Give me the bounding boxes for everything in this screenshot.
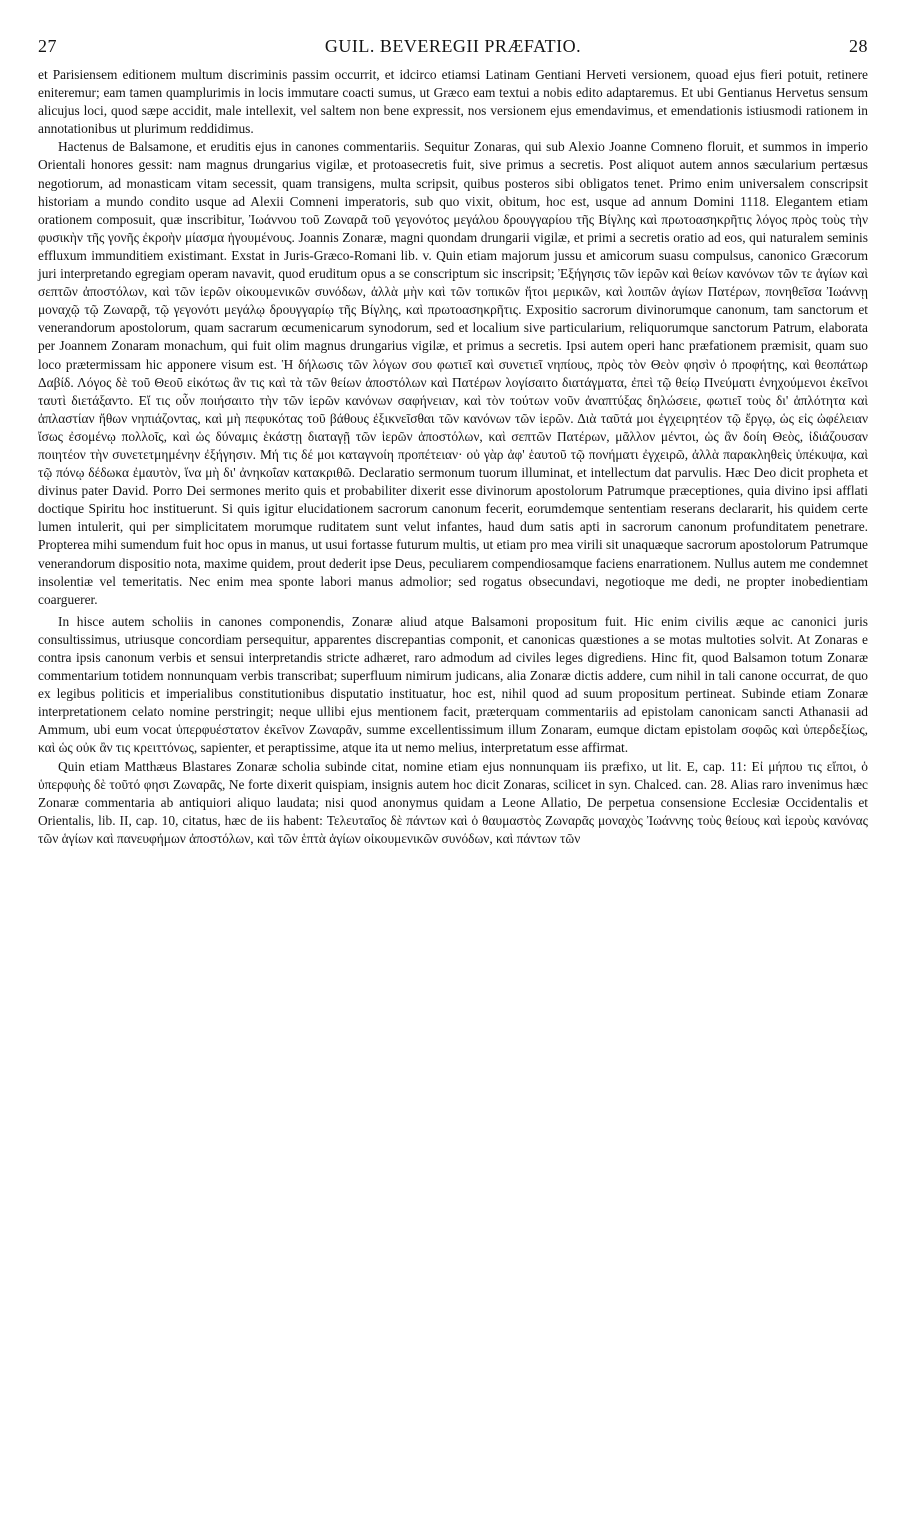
document-page bbox=[38, 36, 868, 848]
page-number-left: 27 bbox=[38, 36, 57, 56]
running-header bbox=[38, 36, 868, 62]
page-number-right: 28 bbox=[849, 36, 868, 56]
paragraph-continuation: et Parisiensem editionem multum discriminis passim occurrit, et idcirco etiamsi Latinam Gentiani Herveti versionem, quoad ejus fieri potuit, retinere eniteremur; eam tamen quamplurimis in locis immutare coacti sumus, ut Græco eam textui a nobis edito adaptaremus. Et ubi Gentianus Hervetus sensum alicujus loci, quod sæpe accidit, male intellexit, vel saltem non bene expressit, nos versionem ejus emendavimus, et emendationis istiusmodi rationem in annotationibus ut plurimum reddidimus. bbox=[38, 67, 868, 137]
paragraph-blastares: Quin etiam Matthæus Blastares Zonaræ scholia subinde citat, nomine etiam ejus nonnunquam iis præfixo, ut lit. E, cap. 11: Εἰ μήπου τις εἴποι, ὁ ὑπερφυὴς δὲ τοῦτό φησι Ζωναρᾶς, Ne forte dixerit quispiam, insignis autem hoc dicit Zonaras, scilicet in syn. Chalced. can. 28. Alias raro invenimus hæc Zonaræ commentaria ab antiquiori aliquo laudata; nisi quod anonymus quidam a Leone Allatio, De perpetua consensione Ecclesiæ Occidentalis et Orientalis, lib. II, cap. 10, citatus, hæc de iis habent: Τελευταῖος δὲ πάντων καὶ ὁ θαυμαστὸς Ζωναρᾶς μοναχὸς Ἰωάννης τοὺς θείους καὶ ἱεροὺς κανόνας τῶν ἁγίων καὶ πανευφήμων ἀποστόλων, καὶ τῶν ἑπτὰ ἁγίων οἰκουμενικῶν συνόδων, καὶ πάντων τῶν bbox=[38, 758, 868, 846]
body-text bbox=[38, 66, 868, 848]
paragraph-scholia: In hisce autem scholiis in canones componendis, Zonaræ aliud atque Balsamoni propositum fuit. Hic enim civilis æque ac canonici juris consultissimus, utriusque concordiam persequitur, apparentes discrepantias componit, et canonicas quæstiones a se motas multoties solvit. At Zonaras e contra ipsis canonum verbis et sensui interpretandis stricte adhæret, raro admodum ad civiles leges digrediens. Hinc fit, quod Balsamon totum Zonaræ commentarium totidem nonnunquam verbis transcribat; superfluum nimirum judicans, alia Zonaræ dictis addere, cum nihil in tali canone occurrat, de quo ex legibus politicis et imperialibus constitutionibus disputatio instituatur, hoc est, nihil quod ad suum propositum pertineat. Subinde etiam Zonaræ interpretationem celato nomine perstringit; neque ullibi ejus mentionem facit, præterquam commentariis ad epistolam canonicam sancti Athanasii ad Ammum, ubi eum vocat ὑπερφυέστατον ἐκεῖνον Ζωναρᾶν, summe excellentissimum illum Zonaram, eumque dictam epistolam σοφῶς καὶ ὑπερδεξίως, καὶ ὡς οὐκ ἂν τις κρειττόνως, sapienter, et peraptissime, atque ita ut nemo melius, interpretatum esse affirmat. bbox=[38, 613, 868, 756]
running-title: GUIL. BEVEREGII PRÆFATIO. bbox=[324, 36, 582, 56]
paragraph-zonaras: Hactenus de Balsamone, et eruditis ejus in canones commentariis. Sequitur Zonaras, qui sub Alexio Joanne Comneno floruit, et summos in imperio Orientali honores gessit: nam magnus drungarius vigilæ, et protoasecretis fuit, sive primus a secretis. Post aliquot autem annos sæcularium pertæsus negotiorum, ad monasticam vitam secessit, quam transigens, multa scripsit, quibus posteros sibi obligatos tenet. Primo enim universalem conscripsit historiam a mundo condito usque ad Alexii Comneni imperatoris, sub quo vixit, obitum, hoc est, usque ad annum Domini 1118. Elegantem etiam orationem composuit, quæ inscribitur, Ἰωάννου τοῦ Ζωναρᾶ τοῦ γεγονότος μεγάλου δρουγγαρίου τῆς Βίγλης καὶ πρωτοασηκρῆτις λόγος πρὸς τοὺς τὴν φυσικὴν τῆς γονῆς ἐκροὴν μίασμα ἡγουμένους. Joannis Zonaræ, magni quondam drungarii vigilæ, et primi a secretis oratio ad eos, qui naturalem seminis effluxum immunditiem existimant. Exstat in Juris-Græco-Romani lib. v. Quin etiam majorum jussu et amicorum suasu compulsus, canonico Græcorum juri interpretando egregiam operam navavit, quod eruditum opus a se conscriptum sic inscripsit; Ἐξήγησις τῶν ἱερῶν καὶ θείων κανόνων τῶν τε ἁγίων καὶ σεπτῶν ἀποστόλων, καὶ τῶν ἱερῶν οἰκουμενικῶν συνόδων, ἀλλὰ μὴν καὶ τῶν τοπικῶν ἤτοι μερικῶν, καὶ λοιπῶν ἁγίων Πατέρων, πονηθεῖσα Ἰωάννῃ μοναχῷ τῷ Ζωναρᾷ, τῷ γεγονότι μεγάλῳ δρουγγαρίῳ τῆς Βίγλης, καὶ πρωτοασηκρῆτις. Expositio sacrorum divinorumque canonum, tam sanctorum et venerandorum apostolorum, quam sacrarum œcumenicarum synodorum, sed et localium sive particularium, reliquorumque sanctorum Patrum, elaborata per Joannem Zonaram monachum, qui fuit olim magnus drungarius vigilæ, et primus a secretis. Ipsi autem operi hanc præfationem præmisit, quam suo loco prætermissam hic apponere visum est. Ἡ δήλωσις τῶν λόγων σου φωτιεῖ καὶ συνετιεῖ νηπίους, πρὸς τὸν Θεὸν φησὶν ὁ προφήτης, καὶ θεοπάτωρ Δαβίδ. Λόγος δὲ τοῦ Θεοῦ εἰκότως ἂν τις καὶ τὰ τῶν θείων ἀποστόλων καὶ Πατέρων λογίσαιτο διατάγματα, ἐπεὶ τῷ θείῳ Πνεύματι ἐνηχούμενοι ἐκεῖνοι ταυτὶ διετάξαντο. Εἴ τις οὖν ποιήσαιτο τὴν τῶν ἱερῶν κανόνων σαφήνειαν, καὶ τὸν τούτων νοῦν ἀναπτύξας δηλώσειε, φωτιεῖ τοὺς δι' ἁπλότητα καὶ ἀπλαστίαν ἤθων νηπιάζοντας, καὶ μὴ πεφυκότας τοῦ βάθους ἐξικνεῖσθαι τῶν κανόνων τῶν ἱερῶν. Διὰ ταῦτά μοι ἐγχειρητέον τῷ ἔργῳ, ὡς εἰς ὠφέλειαν ἴσως ἐσομένῳ πολλοῖς, καὶ ὡς δύναμις ἑκάστῃ διαταγῇ τῶν ἱερῶν ἀποστόλων, καὶ σεπτῶν Πατέρων, μᾶλλον μέντοι, ὡς ἂν δοίη Θεὸς, ἰδιάζουσαν ποιητέον τὴν συνετετμημένην ἐξήγησιν. Μή τις δέ μοι καταγνοίη προπέτειαν· οὐ γὰρ ἀφ' ἑαυτοῦ τῷ πονήματι ἐγχειρῶ, ἀλλὰ παρακληθεὶς ὑπέκυψα, καὶ τῷ πόνῳ δέδωκα ἐμαυτὸν, ἵνα μὴ δι' ἀνηκοΐαν κατακριθῶ. Declaratio sermonum tuorum illuminat, et intellectum dat parvulis. Hæc Deo dicit propheta et divinus pater David. Porro Dei sermones merito quis et probabiliter dixerit esse divinorum apostolorum Patrumque præceptiones, quia divino ipsi afflati doctique Spiritu hoc instituerunt. Si quis igitur elucidationem sacrorum canonum fecerit, eorumdemque sententiam reserans declararit, his quidem certe lumen intulerit, qui per simplicitatem morumque ruditatem sunt velut infantes, haud dum satis apti in sacrorum canonum profunditatem penetrare. Propterea mihi sumendum fuit hoc opus in manus, ut usui fortasse futurum multis, ut etiam pro mea virili sit unaquæque sacrorum apostolorum Patrumque venerandorum dispositio nota, maxime quidem, prout dederit ipse Deus, peculiarem compendiosamque faciens enarrationem. Nullus autem me condemnet insolentiæ vel temeritatis. Nec enim mea sponte labori manus admolior; sed rogatus obsecundavi, negotioque me dedi, ne propter inobedientiam coarguerer. bbox=[38, 139, 868, 607]
